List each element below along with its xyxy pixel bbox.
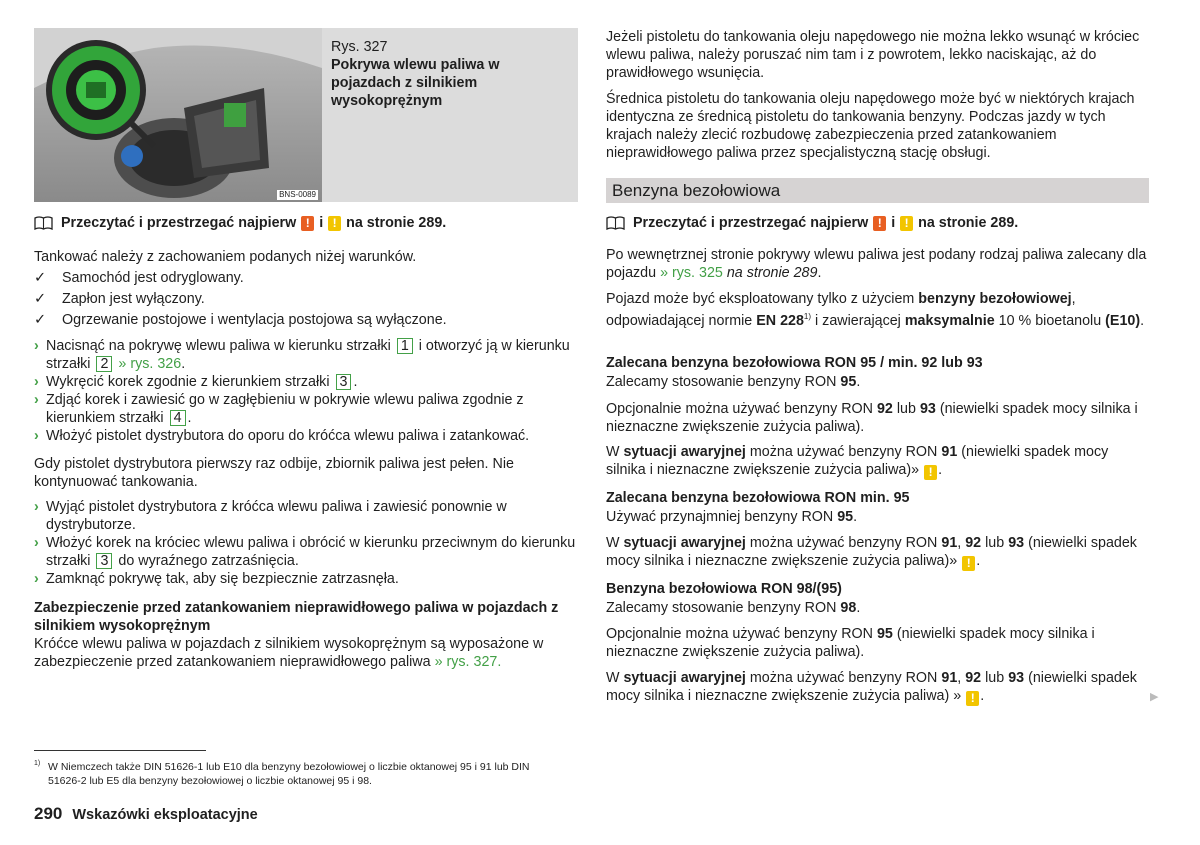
text: lub	[896, 401, 916, 417]
step-item	[34, 570, 578, 588]
figure-code: BNS-0089	[279, 190, 316, 199]
text: (niewielki spadek mocy silnika i nieznaczne zwiększenie zużycia paliwa) »	[606, 670, 1137, 704]
warning-yellow-icon: !	[900, 216, 913, 231]
diesel-nozzle-para: Jeżeli pistoletu do tankowania oleju napędowego nie można lekko wsunąć w króciec wlewu paliwa, należy poruszać nim tam i z powrotem, lekko naciskając, aż do prawidłowego wsunięcia.	[606, 29, 1140, 81]
bold-text: (E10)	[1105, 312, 1141, 329]
warning-yellow-icon: !	[328, 216, 341, 231]
read-note-suffix: na stronie 289.	[918, 215, 1019, 231]
optional-fuel-3	[606, 625, 1150, 661]
text: W	[606, 670, 620, 686]
ron95-min-heading: Zalecana benzyna bezołowiowa RON min. 95	[606, 490, 910, 506]
step-text: Włożyć pistolet dystrybutora do oporu do króćca wlewu paliwa i zatankować.	[46, 428, 530, 444]
condition-text: Zapłon jest wyłączony.	[62, 291, 205, 307]
bold-text: 95	[837, 509, 854, 525]
warning-red-icon: !	[873, 216, 886, 231]
condition-item	[34, 269, 578, 287]
callout-1: 1	[397, 338, 413, 354]
figure-327	[34, 28, 578, 202]
step-text: Zdjąć korek i zawiesić go w zagłębieniu w pokrywie wlewu paliwa zgodnie z kierunkiem strzałki	[46, 392, 524, 426]
arrow-icon: ›	[34, 338, 39, 354]
misfuel-text-body: Króćce wlewu paliwa w pojazdach z silnikiem wysokoprężnym są wyposażone w zabezpieczenie przed zatankowaniem nieprawidłowego paliwa	[34, 636, 544, 670]
footnote	[34, 760, 554, 788]
warning-yellow-icon[interactable]: !	[962, 556, 975, 571]
nozzle-diameter-para: Średnica pistoletu do tankowania oleju napędowego może być w niektórych krajach identyczna ze średnicą pistoletu do tankowania benzyny. Podczas jazdy w tych krajach należy zlecić rozbudowę zabezpieczenia przed zatankowaniem nieprawidłowego paliwa przez specjalistyczną stację obsługi.	[606, 91, 1135, 161]
optional-fuel-1	[606, 400, 1150, 436]
text: i zawierającej	[815, 312, 901, 329]
bold-text: 92	[965, 535, 982, 551]
condition-text: Samochód jest odryglowany.	[62, 270, 244, 286]
ron95-92-heading: Zalecana benzyna bezołowiowa RON 95 / min. 92 lub 93	[606, 355, 983, 371]
section-heading: Benzyna bezołowiowa	[606, 178, 1149, 203]
step-text: do wyraźnego zatrzaśnięcia.	[118, 553, 299, 569]
step-item: › Zdjąć korek i zawiesić go w zagłębieniu w pokrywie wlewu paliwa zgodnie z kierunkiem strzałki 4 .	[34, 392, 524, 426]
check-icon: ✓	[34, 270, 46, 286]
callout-4: 4	[170, 410, 186, 426]
check-icon: ✓	[34, 312, 46, 328]
misfuel-text	[34, 635, 578, 671]
bold-text: 91	[941, 444, 958, 460]
fuel-type-location: Po wewnętrznej stronie pokrywy wlewu paliwa jest podany rodzaj paliwa zalecany dla pojazdu » rys. 325 na stronie 289.	[606, 247, 1147, 281]
page-footer	[34, 805, 258, 824]
bold-text: 98	[840, 600, 857, 616]
bold-text: sytuacji awaryjnej	[623, 444, 746, 460]
arrow-icon: ›	[34, 499, 39, 515]
footnote-mark: 1)	[34, 760, 41, 767]
bold-text: 93	[1008, 535, 1025, 551]
fig-327-link[interactable]: » rys. 327.	[434, 654, 502, 670]
page-number: 290	[34, 804, 63, 823]
bold-text: 91	[941, 535, 958, 551]
text: (niewielki spadek mocy silnika i nieznaczne zwiększenie zużycia paliwa)»	[606, 444, 1109, 478]
bold-text: sytuacji awaryjnej	[623, 670, 746, 686]
steps-list-2	[34, 498, 578, 588]
text: Pojazd może być eksploatowany tylko z użyciem	[606, 291, 915, 307]
text: Po wewnętrznej stronie pokrywy wlewu paliwa jest podany rodzaj paliwa zalecany dla pojazdu	[606, 247, 1147, 281]
arrow-icon: ›	[34, 571, 39, 587]
callout-3: 3	[96, 553, 112, 569]
text: lub	[985, 535, 1005, 551]
read-note-suffix: na stronie 289.	[346, 215, 447, 231]
step-text: Włożyć korek na króciec wlewu paliwa i obrócić w kierunku przeciwnym do kierunku strzałki	[46, 535, 576, 569]
warning-red-icon: !	[301, 216, 314, 231]
text: 10 % bioetanolu	[998, 312, 1102, 329]
callout-3: 3	[336, 374, 352, 390]
text: można używać benzyny RON	[749, 535, 938, 551]
fuel-filler-flap-image	[34, 28, 322, 202]
bold-text: 93	[919, 401, 936, 417]
book-icon	[34, 216, 53, 230]
arrow-icon: ›	[34, 374, 39, 390]
steps-list-1	[34, 337, 578, 445]
ron98-heading: Benzyna bezołowiowa RON 98/(95)	[606, 581, 842, 597]
ron95-min-text: Używać przynajmniej benzyny RON 95.	[606, 509, 858, 525]
text: Opcjonalnie można używać benzyny RON	[606, 626, 873, 642]
step-item	[34, 498, 578, 534]
callout-2: 2	[96, 356, 112, 372]
fig-326-link[interactable]: » rys. 326	[118, 356, 182, 372]
misfuel-heading: Zabezpieczenie przed zatankowaniem nieprawidłowego paliwa w pojazdach z silnikiem wysokoprężnym	[34, 600, 559, 634]
read-note-prefix: Przeczytać i przestrzegać najpierw	[61, 215, 297, 231]
step-item: › Nacisnąć na pokrywę wlewu paliwa w kierunku strzałki 1 i otworzyć ją w kierunku strzałki 2 » rys. 326.	[34, 338, 570, 372]
figure-caption	[331, 38, 571, 110]
read-note-and: i	[319, 215, 324, 231]
step-item	[34, 427, 578, 445]
footnote-ref[interactable]: 1)	[803, 312, 812, 321]
condition-text: Ogrzewanie postojowe i wentylacja postojowa są wyłączone.	[62, 312, 447, 328]
bold-text: sytuacji awaryjnej	[623, 535, 746, 551]
step-item	[34, 534, 578, 570]
condition-item	[34, 290, 578, 308]
bold-text: 92	[876, 401, 893, 417]
footnote-text: W Niemczech także DIN 51626-1 lub E10 dla benzyny bezołowiowej o liczbie oktanowej 95 i 91 lub DIN 51626-2 lub E5 dla benzyny bezołowiowej o liczbie oktanowej 95 i 98.	[48, 761, 530, 787]
bold-text: 91	[941, 670, 958, 686]
book-icon	[606, 216, 625, 230]
condition-item	[34, 311, 578, 329]
fuel-filler-illustration	[34, 28, 322, 202]
full-tank-note: Gdy pistolet dystrybutora pierwszy raz odbije, zbiornik paliwa jest pełen. Nie kontynuować tankowania.	[34, 456, 514, 490]
read-note-right	[606, 214, 1018, 232]
text: W	[606, 444, 620, 460]
text: (niewielki spadek mocy silnika i nieznaczne zwiększenie zużycia paliwa).	[606, 401, 1138, 435]
text: (niewielki spadek mocy silnika i nieznaczne zwiększenie zużycia paliwa).	[606, 626, 1095, 660]
text: można używać benzyny RON	[749, 670, 938, 686]
emergency-fuel-2: W sytuacji awaryjnej można używać benzyny RON 91, 92 lub 93 (niewielki spadek mocy silnika i nieznaczne zwiększenie zużycia paliwa)» ! .	[606, 535, 1137, 570]
step-text: Zamknąć pokrywę tak, aby się bezpiecznie zatrzasnęła.	[46, 571, 399, 587]
bold-text: maksymalnie	[904, 312, 995, 329]
text: można używać benzyny RON	[749, 444, 938, 460]
text: Używać przynajmniej benzyny RON	[606, 509, 834, 525]
fig-325-link[interactable]: » rys. 325	[660, 265, 723, 281]
read-note-left	[34, 214, 446, 232]
arrow-icon: ›	[34, 428, 39, 444]
text: Opcjonalnie można używać benzyny RON	[606, 401, 873, 417]
step-text: i otworzyć ją w kierunku strzałki	[46, 338, 570, 372]
chapter-title: Wskazówki eksploatacyjne	[72, 807, 258, 823]
ron98-text: Zalecamy stosowanie benzyny RON 98.	[606, 600, 861, 616]
warning-yellow-icon[interactable]: !	[924, 465, 937, 480]
emergency-fuel-1: W sytuacji awaryjnej można używać benzyny RON 91 (niewielki spadek mocy silnika i nieznaczne zwiększenie zużycia paliwa)» ! .	[606, 444, 1109, 479]
warning-yellow-icon[interactable]: !	[966, 691, 979, 706]
step-text: Wykręcić korek zgodnie z kierunkiem strzałki	[46, 374, 330, 390]
continue-arrow-icon: ▶	[1150, 691, 1159, 703]
bold-text: benzyny bezołowiowej	[918, 291, 1072, 307]
figure-number: Rys. 327	[331, 39, 388, 55]
text: Zalecamy stosowanie benzyny RON	[606, 374, 837, 390]
ron95-recommend: Zalecamy stosowanie benzyny RON 95.	[606, 374, 861, 390]
text: , odpowiadającej normie	[606, 291, 1076, 329]
bold-text: 95	[840, 374, 857, 390]
read-note-prefix: Przeczytać i przestrzegać najpierw	[633, 215, 869, 231]
read-note-and: i	[891, 215, 896, 231]
step-text: Nacisnąć na pokrywę wlewu paliwa w kierunku strzałki	[46, 338, 391, 354]
arrow-icon: ›	[34, 392, 39, 408]
step-text: Wyjąć pistolet dystrybutora z króćca wlewu paliwa i zawiesić ponownie w dystrybutorze.	[46, 499, 507, 533]
bold-text: EN 228	[756, 312, 804, 329]
intro-text: Tankować należy z zachowaniem podanych niżej warunków.	[34, 249, 417, 265]
text: Zalecamy stosowanie benzyny RON	[606, 600, 837, 616]
figure-title: Pokrywa wlewu paliwa w pojazdach z silnikiem wysokoprężnym	[331, 57, 500, 109]
text: (niewielki spadek mocy silnika i nieznaczne zwiększenie zużycia paliwa)»	[606, 535, 1137, 569]
conditions-list	[34, 269, 578, 329]
bold-text: 93	[1008, 670, 1025, 686]
step-item: › Wykręcić korek zgodnie z kierunkiem strzałki 3 .	[34, 374, 358, 390]
text: lub	[985, 670, 1005, 686]
arrow-icon: ›	[34, 535, 39, 551]
text: W	[606, 535, 620, 551]
emergency-fuel-3: W sytuacji awaryjnej można używać benzyny RON 91, 92 lub 93 (niewielki spadek mocy silnika i nieznaczne zwiększenie zużycia paliwa) » ! .	[606, 670, 1137, 705]
bold-text: 92	[965, 670, 982, 686]
fuel-standard-para: Pojazd może być eksploatowany tylko z użyciem benzyny bezołowiowej, odpowiadającej normie EN 228$^{1)}$ i zawierającej maksymalnie 10 % bioetanolu (E10).	[606, 291, 1145, 329]
page-ref: na stronie 289	[726, 265, 818, 281]
bold-text: 95	[876, 626, 893, 642]
check-icon: ✓	[34, 291, 46, 307]
footnote-divider	[34, 750, 206, 751]
